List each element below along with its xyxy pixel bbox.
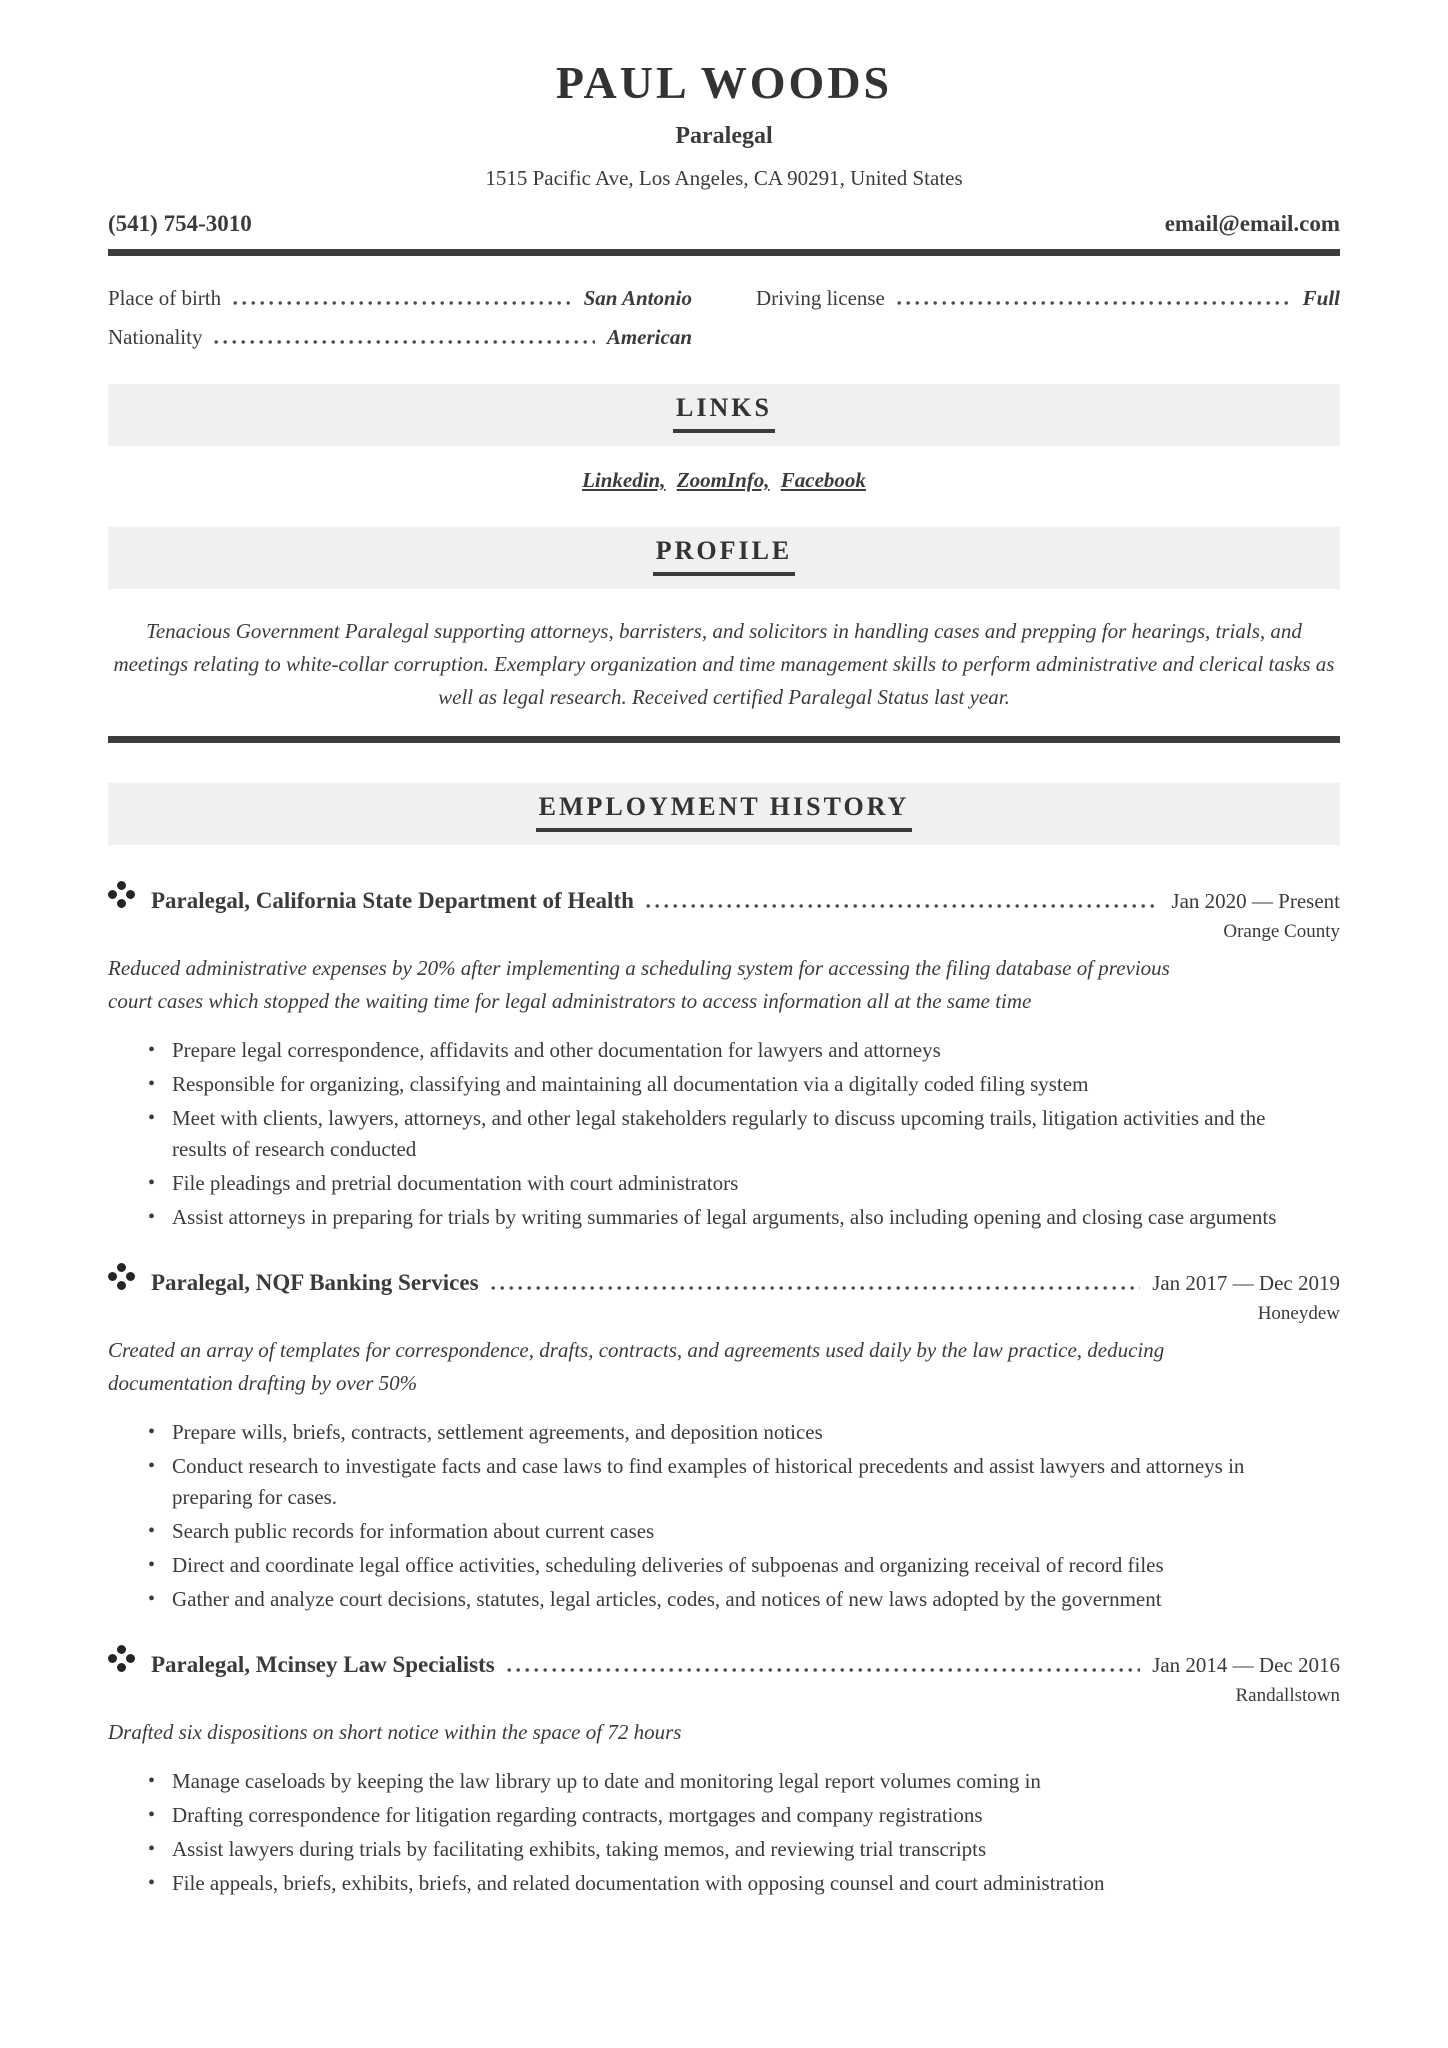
employment-history-section: [108, 783, 1340, 1899]
dotted-leader: [897, 301, 1291, 305]
job-duty-item: • Direct and coordinate legal office activities, scheduling deliveries of subpoenas and organizing receival of record files: [172, 1550, 1317, 1581]
links-list: [108, 468, 1340, 493]
job-duty-item: • File pleadings and pretrial documentation with court administrators: [172, 1168, 1317, 1199]
job-duty-item: • Manage caseloads by keeping the law library up to date and monitoring legal report volumes coming in: [172, 1766, 1317, 1797]
dotted-leader: [233, 301, 571, 305]
links-section-title: LINKS: [673, 393, 775, 433]
four-dot-clover-icon: [108, 1645, 135, 1672]
place-of-birth-label: Place of birth: [108, 286, 222, 310]
job-title: Paralegal, NQF Banking Services: [151, 1270, 479, 1295]
job-dates: Jan 2017 — Dec 2019: [1152, 1271, 1340, 1295]
link-linkedin[interactable]: Linkedin,: [582, 468, 666, 492]
profile-divider: [108, 736, 1340, 743]
profile-banner: [108, 527, 1340, 589]
four-dot-clover-icon: [108, 881, 135, 908]
links-section: [108, 384, 1340, 493]
job-header: [108, 1645, 1340, 1678]
profile-section-title: PROFILE: [653, 536, 796, 576]
detail-driving-license: [756, 286, 1340, 311]
job-title: Paralegal, Mcinsey Law Specialists: [151, 1652, 495, 1677]
employment-section-title: EMPLOYMENT HISTORY: [536, 792, 913, 832]
job-duty-item: • File appeals, briefs, exhibits, briefs, and related documentation with opposing counsel and court administration: [172, 1868, 1317, 1899]
job-header: [108, 1263, 1340, 1296]
person-address: 1515 Pacific Ave, Los Angeles, CA 90291, United States: [485, 166, 963, 190]
detail-place-of-birth: [108, 286, 692, 311]
dotted-leader: [646, 904, 1160, 908]
email-address: email@email.com: [1164, 211, 1340, 236]
driving-license-value: Full: [1302, 286, 1340, 310]
profile-text: Tenacious Government Paralegal supporting attorneys, barristers, and solicitors in handling cases and prepping for hearings, trials, and meetings relating to white-collar corruption. Exemplary organization and time management skills to perform administrative and clerical tasks as well as legal research. Received certified Paralegal Status last year.: [113, 619, 1335, 709]
phone-number: (541) 754-3010: [108, 211, 252, 236]
job-duties-list: [108, 1766, 1340, 1899]
personal-details: [108, 286, 1340, 350]
person-name: PAUL WOODS: [555, 57, 893, 108]
job-location: Honeydew: [1257, 1303, 1340, 1324]
job-duty-item: • Gather and analyze court decisions, statutes, legal articles, codes, and notices of new laws adopted by the government: [172, 1584, 1317, 1615]
detail-nationality: [108, 325, 692, 350]
four-dot-clover-icon: [108, 1263, 135, 1290]
detail-empty-cell: [756, 325, 1340, 350]
contact-row: [108, 211, 1340, 237]
job-duty-item: • Prepare wills, briefs, contracts, settlement agreements, and deposition notices: [172, 1417, 1317, 1448]
job-duties-list: [108, 1417, 1340, 1615]
job-header: [108, 881, 1340, 914]
job-title: Paralegal, California State Department of Health: [151, 888, 634, 913]
place-of-birth-value: San Antonio: [583, 286, 692, 310]
link-zoominfo[interactable]: ZoomInfo,: [676, 468, 770, 492]
job-summary: Created an array of templates for correspondence, drafts, contracts, and agreements used daily by the law practice, deducing documentation drafting by over 50%: [108, 1338, 1165, 1395]
job-duty-item: • Conduct research to investigate facts and case laws to find examples of historical precedents and assist lawyers and attorneys in preparing for cases.: [172, 1451, 1317, 1513]
link-facebook[interactable]: Facebook: [780, 468, 866, 492]
links-banner: [108, 384, 1340, 446]
job-location: Randallstown: [1235, 1685, 1340, 1706]
job-summary: Reduced administrative expenses by 20% after implementing a scheduling system for accessing the filing database of previous court cases which stopped the waiting time for legal administrators to access information all at the same time: [108, 956, 1170, 1013]
job-entry: [108, 881, 1340, 1233]
job-entry: [108, 1645, 1340, 1899]
job-dates: Jan 2020 — Present: [1171, 889, 1340, 913]
resume-header: [108, 56, 1340, 237]
dotted-leader: [507, 1668, 1141, 1672]
job-duty-item: • Assist lawyers during trials by facilitating exhibits, taking memos, and reviewing trial transcripts: [172, 1834, 1317, 1865]
job-duty-item: • Drafting correspondence for litigation regarding contracts, mortgages and company registrations: [172, 1800, 1317, 1831]
job-duty-item: • Search public records for information about current cases: [172, 1516, 1317, 1547]
nationality-value: American: [606, 325, 692, 349]
header-divider: [108, 249, 1340, 256]
job-entry: [108, 1263, 1340, 1615]
job-duty-item: • Prepare legal correspondence, affidavits and other documentation for lawyers and attorneys: [172, 1035, 1317, 1066]
job-duty-item: • Assist attorneys in preparing for trials by writing summaries of legal arguments, also including opening and closing case arguments: [172, 1202, 1317, 1233]
job-duty-item: • Responsible for organizing, classifying and maintaining all documentation via a digitally coded filing system: [172, 1069, 1317, 1100]
profile-section: [108, 527, 1340, 743]
employment-banner: [108, 783, 1340, 845]
job-duty-item: • Meet with clients, lawyers, attorneys, and other legal stakeholders regularly to discuss upcoming trails, litigation activities and the results of research conducted: [172, 1103, 1317, 1165]
dotted-leader: [214, 340, 594, 344]
dotted-leader: [491, 1286, 1141, 1290]
job-summary: Drafted six dispositions on short notice within the space of 72 hours: [108, 1720, 682, 1744]
driving-license-label: Driving license: [756, 286, 885, 310]
job-dates: Jan 2014 — Dec 2016: [1152, 1653, 1340, 1677]
job-location: Orange County: [1223, 921, 1340, 942]
person-job-title: Paralegal: [675, 123, 773, 149]
job-duties-list: [108, 1035, 1340, 1233]
nationality-label: Nationality: [108, 325, 203, 349]
